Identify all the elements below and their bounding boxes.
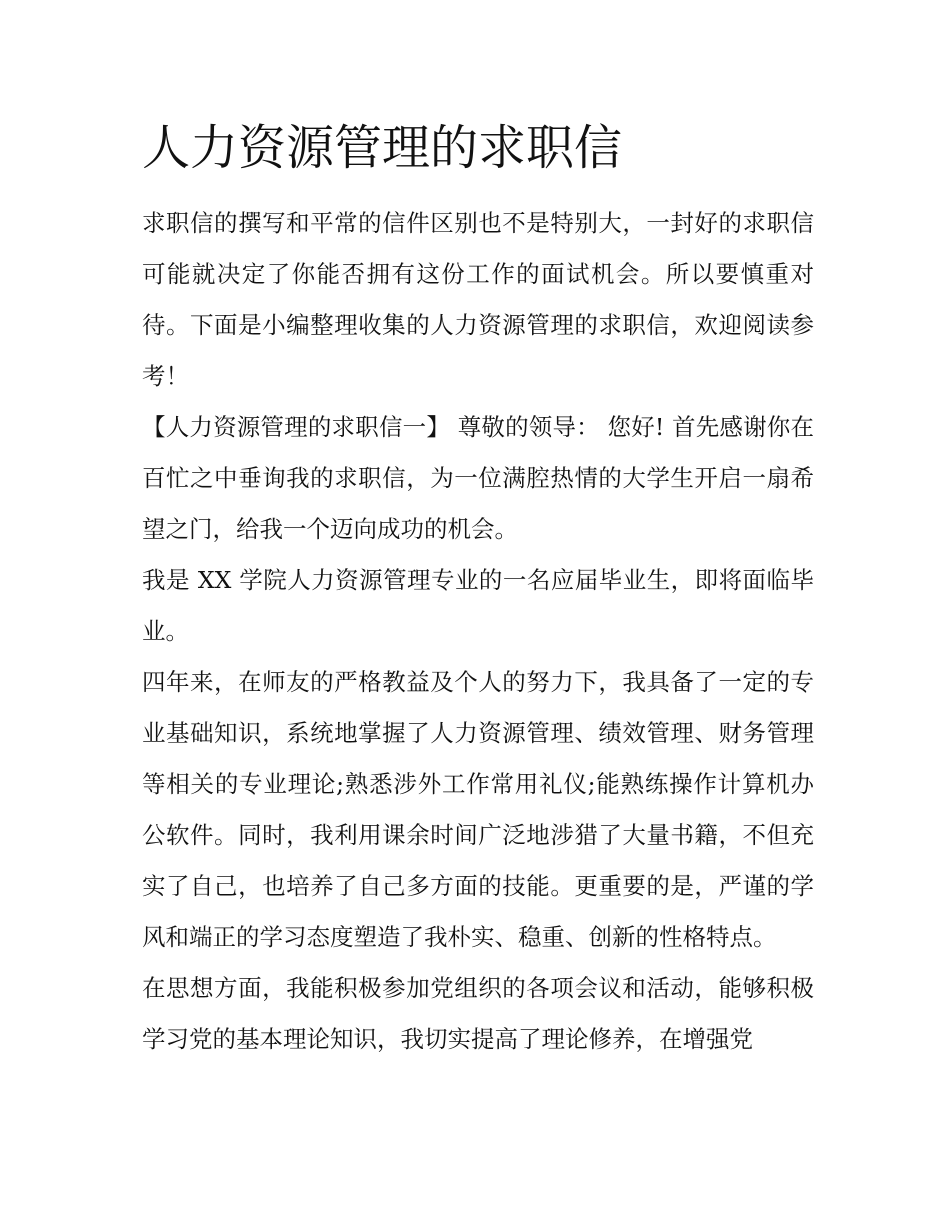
paragraph-self-intro: 我是 XX 学院人力资源管理专业的一名应届毕业生，即将面临毕业。 — [142, 566, 814, 645]
paragraph-greeting: 【人力资源管理的求职信一】 尊敬的领导： 您好! 首先感谢你在百忙之中垂询我的求职信，为一位满腔热情的大学生开启一扇希望之门，给我一个迈向成功的机会。 — [142, 413, 814, 543]
paragraph-intro: 求职信的撰写和平常的信件区别也不是特别大，一封好的求职信可能就决定了你能否拥有这份工作的面试机会。所以要慎重对待。下面是小编整理收集的人力资源管理的求职信，欢迎阅读参考！ — [142, 209, 814, 390]
document-title: 人力资源管理的求职信 — [142, 120, 623, 176]
document-page — [142, 118, 814, 1065]
paragraph-ideology: 在思想方面，我能积极参加党组织的各项会议和活动，能够积极学习党的基本理论知识，我切实提高了理论修养，在增强党 — [142, 974, 814, 1053]
paragraph-skills: 四年来，在师友的严格教益及个人的努力下，我具备了一定的专业基础知识，系统地掌握了人力资源管理、绩效管理、财务管理等相关的专业理论;熟悉涉外工作常用礼仪;能熟练操作计算机办公软件。同时，我利用课余时间广泛地涉猎了大量书籍，不但充实了自己，也培养了自己多方面的技能。更重要的是，严谨的学风和端正的学习态度塑造了我朴实、稳重、创新的性格特点。 — [142, 668, 814, 951]
